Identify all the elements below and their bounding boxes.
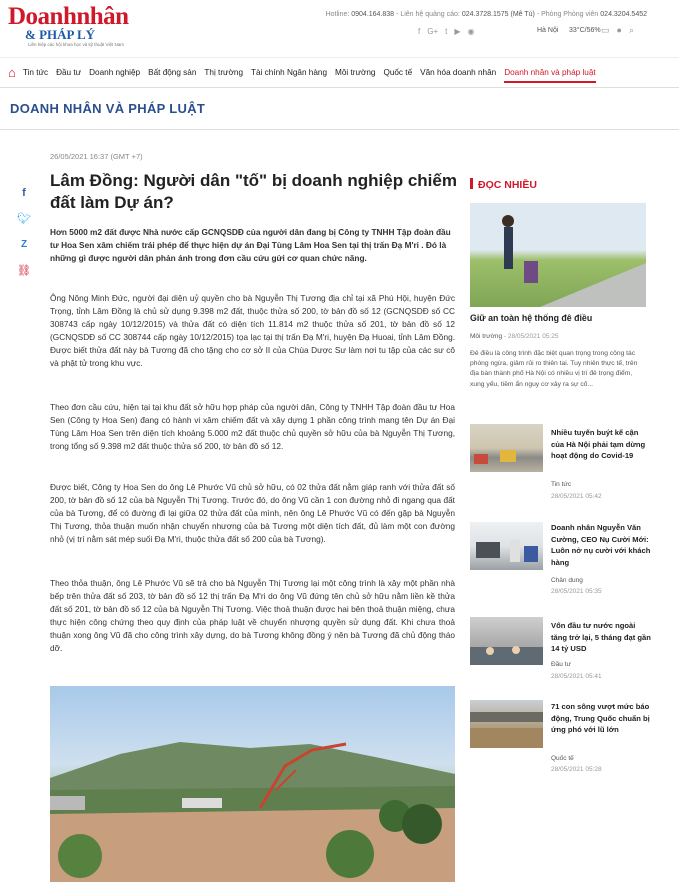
item-title[interactable]: Nhiều tuyến buýt kế cận của Hà Nội phải tạm dừng hoạt động do Covid-19	[551, 428, 646, 461]
office-phone[interactable]: 024.3204.5452	[600, 11, 647, 18]
section-title[interactable]: DOANH NHÂN VÀ PHÁP LUẬT	[10, 101, 206, 116]
featured-desc: Đê điều là công trình đặc biệt quan trọng trong công tác phòng ngừa, giảm rủi ro thiên tai. Tuy nhiên thực tế, trên địa bàn thành phố Hà Nội có nhiều vị trí đê trọng điểm, xung yếu, tiềm ẩn nguy cơ xảy ra sự cố...	[470, 350, 638, 388]
link-share-icon[interactable]: ⛓︎	[17, 265, 31, 277]
item-image[interactable]	[470, 700, 543, 748]
ads-phone[interactable]: 024.3728.1575 (Mê Tú)	[461, 11, 535, 18]
item-category[interactable]: Chân dung	[551, 577, 583, 584]
nav-item-quoc-te[interactable]: Quốc tế	[383, 68, 413, 77]
item-title[interactable]: 71 con sông vượt mức báo động, Trung Quốc chuẩn bị ứng phó với lũ lớn	[551, 702, 650, 735]
user-icon[interactable]: ●	[616, 25, 622, 35]
item-category[interactable]: Tin tức	[551, 481, 572, 488]
nav-item-doanh-nghiep[interactable]: Doanh nghiệp	[89, 68, 141, 77]
nav-item-moi-truong[interactable]: Môi trường	[335, 68, 376, 77]
twitter-icon[interactable]: t	[445, 27, 448, 36]
item-image[interactable]	[470, 424, 543, 472]
logo-main: Doanhnhân	[8, 3, 129, 30]
article-paragraph: Ông Nông Minh Đức, người đại diện uỷ quyền cho bà Nguyễn Thị Tương địa chỉ tại xã Phú Hội, huyện Đức Trọng, tỉnh Lâm Đồng là chủ sử dụng 9.398 m2 đất, thuộc thửa số 200, tờ bản đồ số 12 (GCNQSDĐ số CC 308743 cấp ngày 10/12/2015) và thửa đất có diện tích 11.814 m2 thuộc thửa số 201, tờ bản đồ số 12 (GCNQSDĐ số CC 308744 cấp ngày 10/12/2015) tọa lạc tại thị trấn Đạ M'ri, huyện Đạ Huoai, tỉnh Lâm Đồng. Được biết thửa đất này bà Tương đã cho tặng cho cơ sở II của Chùa Dược Sư làm nơi tu tập của các sư cô và phật tử trong khu vực.	[50, 293, 455, 368]
item-image[interactable]	[470, 522, 543, 570]
item-time: 28/05/2021 05:41	[551, 673, 602, 680]
nav-item-tai-chinh[interactable]: Tài chính Ngân hàng	[251, 68, 328, 77]
item-category[interactable]: Đầu tư	[551, 661, 571, 668]
item-image[interactable]	[470, 617, 543, 665]
item-title[interactable]: Doanh nhân Nguyễn Văn Cường, CEO Nụ Cười Mới: Luôn nở nụ cười với khách hàng	[551, 523, 651, 567]
top-bar	[0, 0, 679, 58]
section-divider	[0, 129, 679, 130]
home-icon[interactable]: ⌂	[8, 65, 16, 80]
facebook-icon[interactable]: f	[418, 27, 421, 36]
item-time: 28/05/2021 05:42	[551, 493, 602, 500]
featured-category[interactable]: Môi trường	[470, 333, 503, 340]
nav-item-thi-truong[interactable]: Thị trường	[204, 68, 243, 77]
social-links	[418, 27, 475, 36]
most-read-heading: ĐỌC NHIỀU	[470, 178, 537, 191]
article-sapo: Hơn 5000 m2 đất được Nhà nước cấp GCNQSDĐ của người dân đang bị Công ty TNHH Tập đoàn đầu tư Hoa Sen xâm chiếm trái phép để thực hiện dự án Đại Tùng Lâm Hoa Sen tại thị trấn Đạ M'ri . Đó là những gì được người dân phản ánh trong đơn cầu cứu gửi cơ quan chức năng.	[50, 227, 451, 264]
nav-item-phap-luat[interactable]: Doanh nhân và pháp luật	[504, 68, 596, 83]
site-logo[interactable]	[8, 4, 138, 48]
main-nav	[0, 58, 679, 88]
ads-label: Liên hệ quảng cáo:	[400, 11, 460, 18]
city-label: Hà Nội	[537, 27, 559, 34]
featured-meta: Môi trường - 28/05/2021 05:25	[470, 333, 559, 340]
featured-image[interactable]	[470, 203, 646, 307]
google-plus-icon[interactable]: G+	[427, 27, 439, 36]
rss-icon[interactable]: ◉	[467, 27, 475, 36]
article-date: 26/05/2021 16:37 (GMT +7)	[50, 152, 143, 161]
item-title[interactable]: Vốn đầu tư nước ngoài tăng trở lại, 5 tháng đạt gần 14 tỷ USD	[551, 621, 651, 654]
nav-item-tin-tuc[interactable]: Tin tức	[22, 68, 49, 77]
item-time: 28/05/2021 05:28	[551, 766, 602, 773]
featured-time: 28/05/2021 05:25	[507, 333, 559, 340]
search-icon[interactable]: ⌕	[628, 25, 634, 35]
article-title: Lâm Đồng: Người dân "tố" bị doanh nghiệp chiếm đất làm Dự án?	[50, 171, 457, 212]
weather-readout: 33°C/56%	[569, 27, 601, 34]
hotline-label: Hotline:	[325, 11, 350, 18]
logo-sub: & PHÁP LÝ	[25, 27, 96, 42]
youtube-icon[interactable]: ▶	[454, 27, 461, 36]
item-category[interactable]: Quốc tế	[551, 755, 574, 762]
featured-title[interactable]: Giữ an toàn hệ thống đê điều	[470, 313, 593, 323]
facebook-share-icon[interactable]: f	[22, 187, 26, 199]
logo-tagline: Liên hiệp các hội khoa học và kỹ thuật Việt Nam	[28, 42, 124, 47]
nav-item-dau-tu[interactable]: Đầu tư	[56, 68, 82, 77]
office-label: Phòng Phòng viên	[541, 11, 599, 18]
calendar-icon: ▭	[601, 25, 610, 35]
nav-item-bat-dong-san[interactable]: Bất động sản	[148, 68, 197, 77]
item-time: 28/05/2021 05:35	[551, 588, 602, 595]
article-paragraph: Theo đơn cầu cứu, hiện tại tại khu đất sở hữu hợp pháp của người dân, Công ty TNHH Tập đoàn đầu tư Hoa Sen (Công ty Hoa Sen) đang có hành vi xâm chiếm đất và xây dựng 1 phần công trình mang tên Dự án Đại Tùng Lâm Hoa Sen trên diện tích khoảng 5.000 m2 đất thuộc chủ quyền sở hữu của bà Nguyễn Thị Tương, trong tổng số 9.398 m2 đất thuộc thửa số 200, tờ bản đồ số 12.	[50, 402, 455, 451]
article-paragraph: Được biết, Công ty Hoa Sen do ông Lê Phước Vũ chủ sở hữu, có 02 thửa đất nằm giáp ranh với thửa đất số 200, tờ bản đồ số 12 của bà Nguyễn Thị Tương. Trước đó, do ông Vũ cần 1 con đường nhỏ đi ngang qua đất của bà Tương, để có đường đi lại giữa 02 thửa đất của mình, nên ông Lê Phước Vũ có đến gặp bà Nguyễn Thị Tương, thỏa thuận muốn nhận chuyển nhượng của bà Tương một diện tích đất, đủ làm một con đường nhỏ (vị trí nằm sát mép suối Đạ M'ri, thuộc thửa đất số 200 của bà Tương).	[50, 482, 455, 544]
nav-item-van-hoa[interactable]: Văn hóa doanh nhân	[420, 68, 497, 77]
twitter-share-icon[interactable]: 🐦︎	[17, 213, 31, 225]
contact-line: Hotline: 0904.164.838 - Liên hệ quảng cáo: 024.3728.1575 (Mê Tú) - Phòng Phòng viên 024.3204.5452	[325, 11, 647, 18]
article-paragraph: Theo thỏa thuận, ông Lê Phước Vũ sẽ trả cho bà Nguyễn Thị Tương lại một công trình là xây một phần nhà bếp trên thửa đất số 203, tờ bản đồ số 12 thị trấn Đạ M'ri do ông Vũ đứng tên chủ sở hữu nằm liền kề thửa đất số 201, tờ bản đồ số 12 của bà Nguyễn Thị Tương. Việc thoả thuận được hai bên thoả thuận miệng, chưa thực hiện công chứng theo quy định của pháp luật về chuyển nhượng quyền sử dụng đất. Khi chưa thoả thuận xong ông Vũ đã cho công trình xây dựng, do bà Tương không đồng ý nên bà Tương đã chủ động tháo dỡ.	[50, 578, 455, 653]
share-bar	[14, 183, 36, 287]
hotline-number[interactable]: 0904.164.838	[351, 11, 395, 18]
zalo-share-icon[interactable]: Z	[20, 239, 28, 250]
header-tools	[601, 25, 634, 36]
article-photo	[50, 686, 455, 882]
